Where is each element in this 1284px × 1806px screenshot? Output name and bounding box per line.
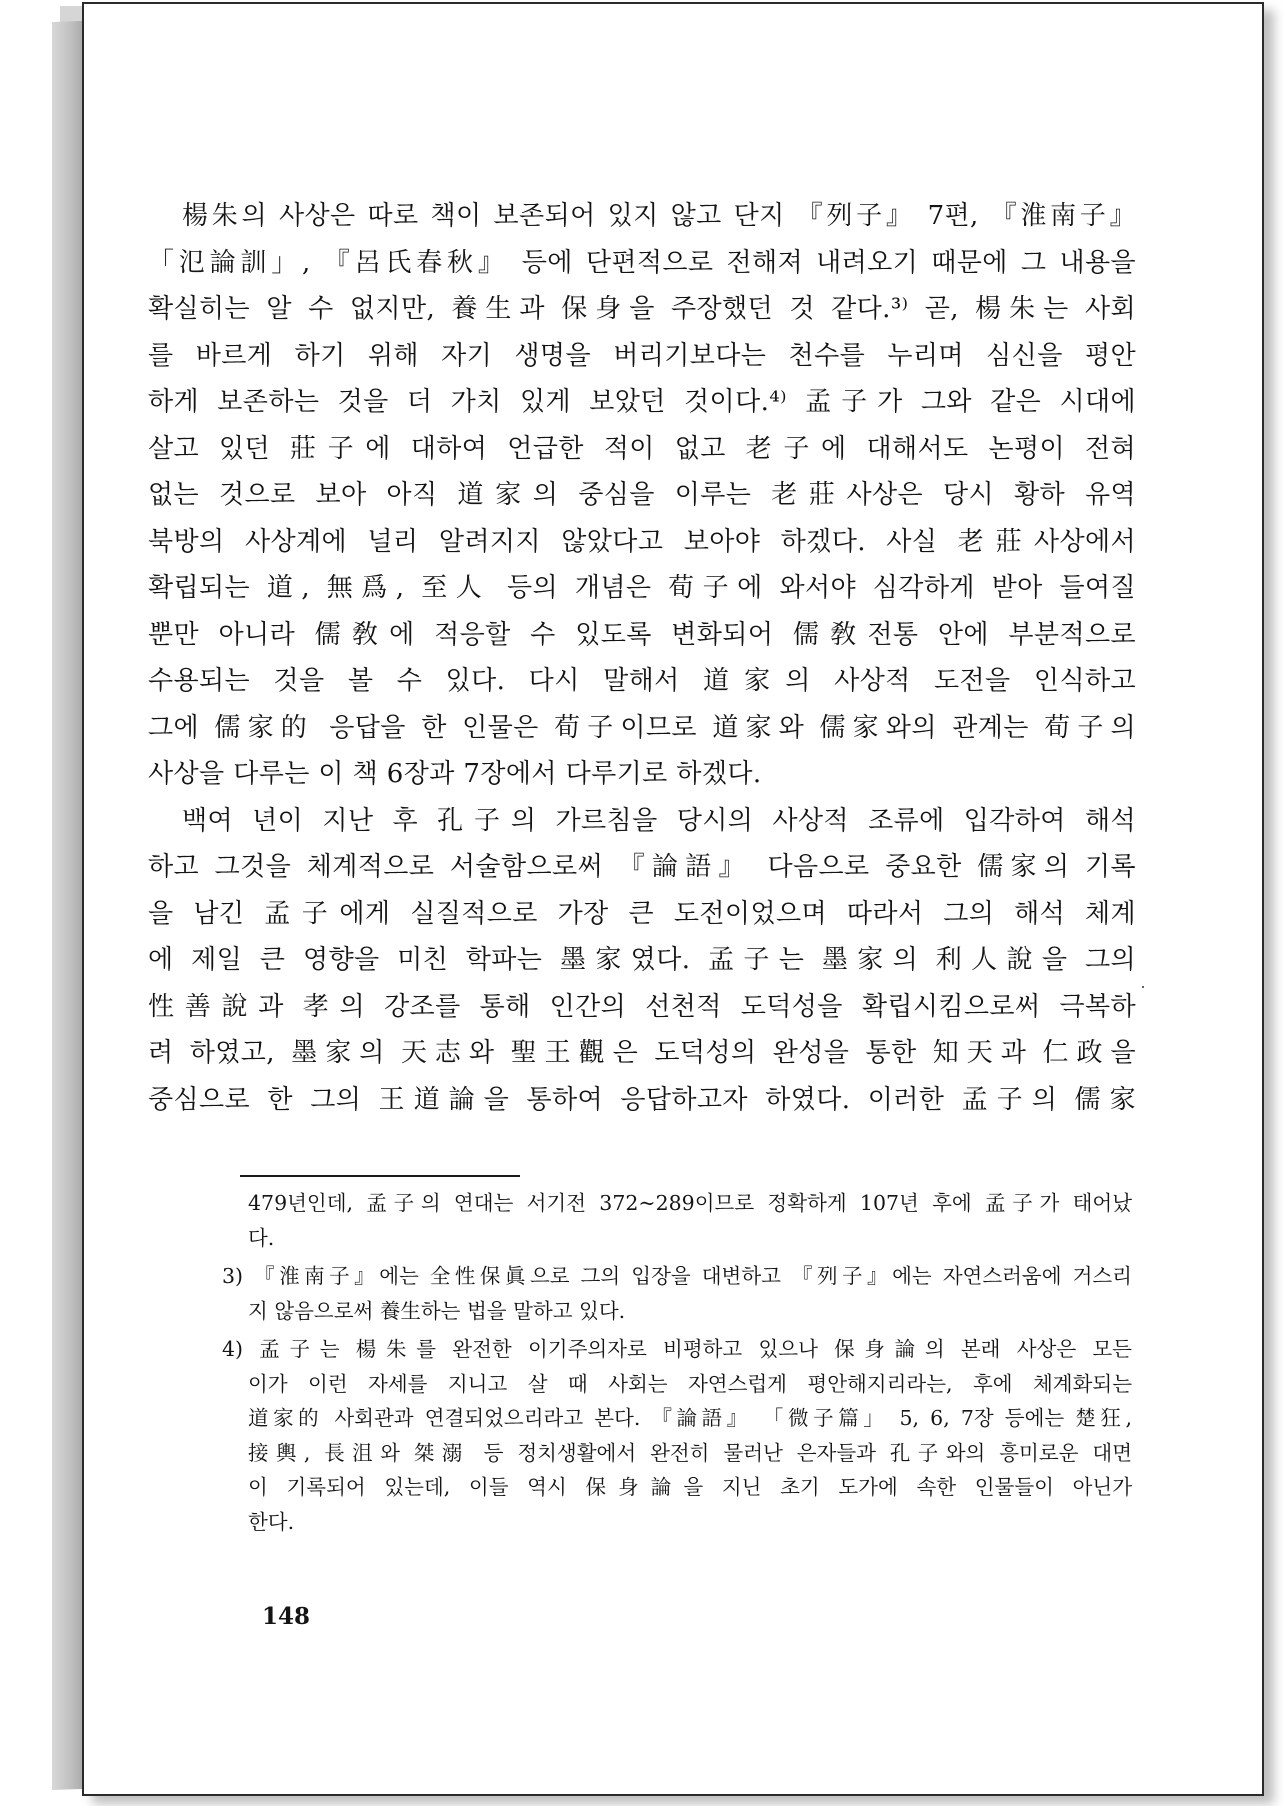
body-line: 性善說과 孝의 강조를 통해 인간의 선천적 도덕성을 확립시킴으로써 극복하 [148,991,1136,1022]
body-line: 에 제일 큰 영향을 미친 학파는 墨家였다. 孟子는 墨家의 利人說을 그의 [148,945,1136,975]
body-line: 수용되는 것을 볼 수 있다. 다시 말해서 道家의 사상적 도전을 인식하고 [148,666,1136,696]
body-line: 확실히는 알 수 없지만, 養生과 保身을 주장했던 것 같다.³⁾ 곧, 楊朱는 사회 [148,294,1136,324]
footnote-4 [222,1332,1132,1539]
footnote-divider [240,1175,520,1177]
body-line: 확립되는 道, 無爲, 至人 등의 개념은 荀子에 와서야 심각하게 받아 들여질 [148,573,1136,603]
footnote-line: 다. [248,1225,275,1250]
body-line: 하게 보존하는 것을 더 가치 있게 보았던 것이다.⁴⁾ 孟子가 그와 같은 시대에 [148,387,1136,417]
body-line: 백여 년이 지난 후 孔子의 가르침을 당시의 사상적 조류에 입각하여 해석 [182,805,1136,836]
body-line: 을 남긴 孟子에게 실질적으로 가장 큰 도전이었으며 따라서 그의 해석 체계 [148,898,1136,929]
footnote-line: 이 기록되어 있는데, 이들 역시 保身論을 지닌 초기 도가에 속한 인물들이 아닌가 [248,1475,1132,1499]
book-spine [52,21,84,1790]
body-line: 중심으로 한 그의 王道論을 통하여 응답하고자 하였다. 이러한 孟子의 儒家 [148,1084,1136,1115]
body-line: 없는 것으로 보아 아직 道家의 중심을 이루는 老莊사상은 당시 황하 유역 [148,480,1136,510]
footnote-line: 이가 이런 자세를 지니고 살 때 사회는 자연스럽게 평안해지리라는, 후에 체계화되는 [248,1371,1132,1396]
body-line: 楊朱의 사상은 따로 책이 보존되어 있지 않고 단지 『列子』 7편, 『淮南子』 [182,201,1136,231]
body-line: 북방의 사상계에 널리 알려지지 않았다고 보아야 하겠다. 사실 老莊사상에서 [148,526,1136,557]
body-line: 그에 儒家的 응답을 한 인물은 荀子이므로 道家와 儒家와의 관계는 荀子의 [148,712,1136,743]
body-line: 사상을 다루는 이 책 6장과 7장에서 다루기로 하겠다. [148,759,762,789]
footnote-line: 3) 『淮南子』에는 全性保眞으로 그의 입장을 대변하고 『列子』에는 자연스러움에 거스리 [222,1264,1132,1288]
footnote-line: 4) 孟子는 楊朱를 완전한 이기주의자로 비평하고 있으나 保身論의 본래 사상은 모든 [222,1337,1132,1361]
body-line: 려 하였고, 墨家의 天志와 聖王觀은 도덕성의 완성을 통한 知天과 仁政을 [148,1038,1136,1068]
footnote-line: 한다. [248,1509,295,1534]
footnote-line: 接輿, 長沮와 桀溺 등 정치생활에서 완전히 물러난 은자들과 孔子와의 흥미로운 대면 [248,1440,1132,1465]
footnote-3 [222,1259,1132,1328]
footnote-line: 479년인데, 孟子의 연대는 서기전 372~289이므로 정확하게 107년 후에 孟子가 태어났 [248,1191,1132,1215]
body-line: 살고 있던 莊子에 대하여 언급한 적이 없고 老子에 대해서도 논평이 전혀 [148,433,1136,464]
body-line: 뿐만 아니라 儒敎에 적응할 수 있도록 변화되어 儒敎전통 안에 부분적으로 [148,619,1136,650]
footnote-line: 道家的 사회관과 연결되었으리라고 본다. 『論語』 「微子篇」 5, 6, 7장 등에는 楚狂, [248,1406,1132,1430]
body-line: 「氾論訓」, 『呂氏春秋』 등에 단편적으로 전해져 내려오기 때문에 그 내용을 [148,247,1136,278]
footnotes [222,1182,1132,1539]
footnote-line: 지 않음으로써 養生하는 법을 말하고 있다. [248,1298,626,1323]
page-number: 148 [262,1603,311,1630]
body-line: 하고 그것을 체계적으로 서술함으로써 『論語』 다음으로 중요한 儒家의 기록 [148,852,1136,882]
body-line: 를 바르게 하기 위해 자기 생명을 버리기보다는 천수를 누리며 심신을 평안 [148,340,1136,371]
footnote-continued [248,1186,1132,1255]
scan-speck [1142,986,1144,988]
body-text [148,193,1136,1123]
